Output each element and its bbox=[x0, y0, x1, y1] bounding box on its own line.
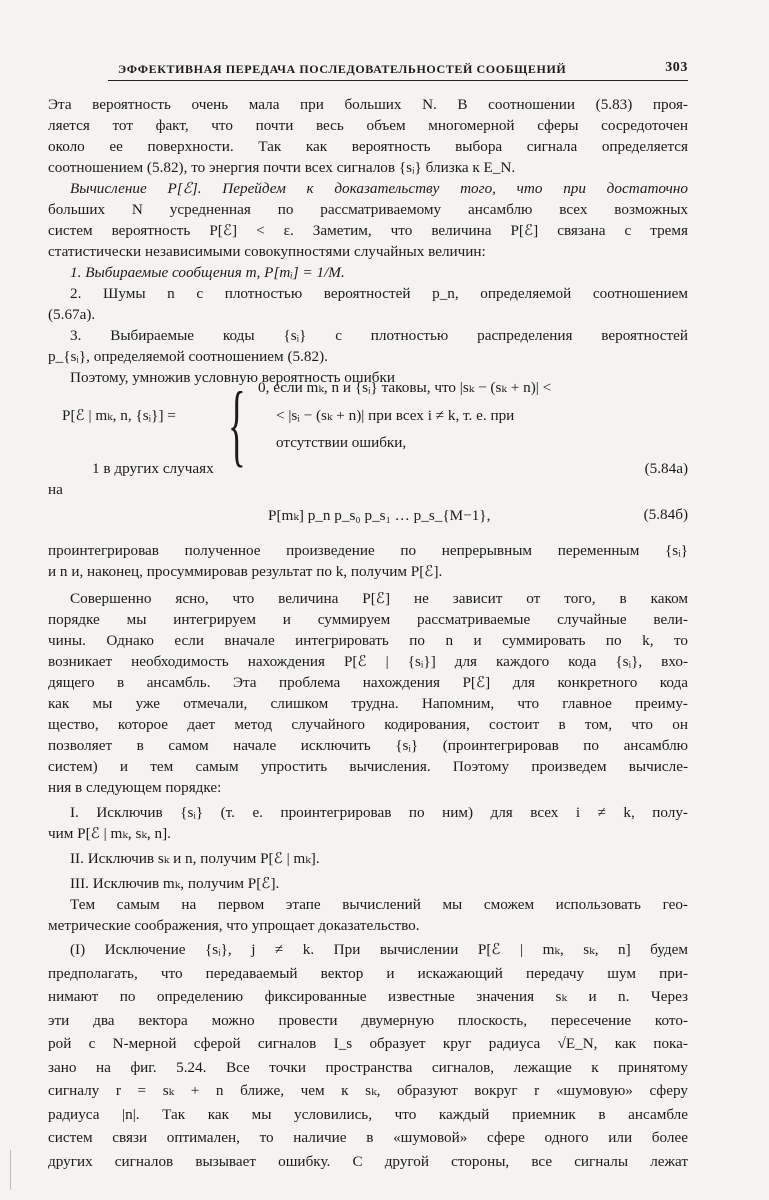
text-line: зано на фиг. 5.24. Все точки пространства сигналов, лежащие к принятому bbox=[48, 1058, 688, 1076]
text-na: на bbox=[48, 481, 63, 498]
text-line: Поэтому, умножив условную вероятность ошибки bbox=[70, 369, 395, 386]
running-title: ЭФФЕКТИВНАЯ ПЕРЕДАЧА ПОСЛЕДОВАТЕЛЬНОСТЕЙ СООБЩЕНИЙ bbox=[118, 62, 567, 76]
intro-paragraph bbox=[48, 94, 688, 178]
list-item: 2. Шумы n с плотностью вероятностей p_n, определяемой соотношением bbox=[70, 285, 688, 302]
scan-edge-mark bbox=[10, 1150, 11, 1190]
equation-number: (5.84б) bbox=[643, 506, 688, 523]
text-line: щество, которое дает метод случайного кодирования, состоит в том, что он bbox=[48, 716, 688, 733]
step-item: чим P[ℰ | mₖ, sₖ, n]. bbox=[48, 825, 171, 842]
text-line: метрические соображения, что упрощает доказательство. bbox=[48, 917, 420, 934]
left-brace: { bbox=[228, 373, 246, 475]
text-line: рой с N-мерной сферой сигналов I_s образует круг радиуса √E_N, как пока- bbox=[48, 1035, 688, 1052]
page-number: 303 bbox=[665, 60, 688, 75]
text-line: соотношением (5.82), то энергия почти всех сигналов {sᵢ} близка к E_N. bbox=[48, 159, 516, 176]
text-line: Вычисление P[ℰ]. Перейдем к доказательству того, что при достаточно bbox=[70, 180, 688, 197]
calc-paragraph bbox=[48, 178, 688, 262]
formula-product: P[mₖ] p_n p_s₀ p_s₁ … p_s_{M−1}, bbox=[268, 507, 491, 524]
after-formula-paragraph bbox=[48, 540, 688, 582]
list-item: (5.67а). bbox=[48, 306, 96, 323]
text-line: около ее поверхности. Так как вероятность выбора сигнала определяется bbox=[48, 138, 688, 155]
text-line: радиуса |n|. Так как мы условились, что каждый приемник в ансамбле bbox=[48, 1105, 688, 1123]
text-line: и n и, наконец, просуммировав результат по k, получим P[ℰ]. bbox=[48, 563, 443, 580]
text-line: систем вероятность P[ℰ] < ε. Заметим, что величина P[ℰ] связана с тремя bbox=[48, 222, 688, 239]
formula-case-line: 0, если mₖ, n и {sᵢ} таковы, что |sₖ − (sₖ + n)| < bbox=[258, 379, 552, 396]
text-line: ния в следующем порядке: bbox=[48, 779, 222, 796]
list-item: 3. Выбираемые коды {sᵢ} с плотностью распределения вероятностей bbox=[70, 327, 688, 344]
text-line: позволяет в самом начале исключить {sᵢ} (проинтегрировав по ансамблю bbox=[48, 737, 688, 754]
geometry-paragraph bbox=[48, 894, 688, 936]
running-header bbox=[108, 60, 688, 81]
text-line: предполагать, что передаваемый вектор и искажающий передачу шум при- bbox=[48, 964, 688, 982]
text-line: дящего в ансамбль. Эта проблема нахождения P[ℰ] для конкретного кода bbox=[48, 674, 688, 691]
list-item: 1. Выбираемые сообщения m, P[mᵢ] = 1/M. bbox=[70, 264, 345, 281]
text-line: порядке мы интегрируем и суммируем рассматриваемые случайные вели- bbox=[48, 611, 688, 628]
variables-list bbox=[48, 262, 688, 388]
text-line: ляется тот факт, что почти весь объем многомерной сферы сосредоточен bbox=[48, 117, 688, 134]
text-line: чины. Однако если вначале интегрировать по n и суммировать по k, то bbox=[48, 632, 688, 649]
text-line: проинтегрировав полученное произведение по непрерывным переменным {sᵢ} bbox=[48, 542, 688, 559]
step-item: I. Исключив {sᵢ} (т. е. проинтегрировав по ним) для всех i ≠ k, полу- bbox=[70, 804, 688, 821]
text-line: Тем самым на первом этапе вычислений мы сможем использовать гео- bbox=[70, 896, 688, 913]
formula-case-line: отсутствии ошибки, bbox=[276, 434, 407, 451]
text-line: больших N усредненная по рассматриваемому ансамблю всех возможных bbox=[48, 201, 688, 218]
steps-list bbox=[48, 802, 688, 894]
text-line: Совершенно ясно, что величина P[ℰ] не зависит от того, в каком bbox=[70, 590, 688, 607]
text-line: возникает необходимость нахождения P[ℰ | {sᵢ}] для каждого кода {sᵢ}, вхо- bbox=[48, 653, 688, 670]
exclusion-paragraph bbox=[48, 938, 688, 1173]
list-item: p_{sᵢ}, определяемой соотношением (5.82). bbox=[48, 348, 328, 365]
text-line: Эта вероятность очень мала при больших N. В соотношении (5.83) проя- bbox=[48, 96, 688, 113]
text-line: сигналу r = sₖ + n ближе, чем к sₖ, образуют вокруг r «шумовую» сферу bbox=[48, 1082, 688, 1099]
text-line: (I) Исключение {sᵢ}, j ≠ k. При вычислении P[ℰ | mₖ, sₖ, n] будем bbox=[70, 941, 688, 958]
text-line: статистически независимыми совокупностями случайных величин: bbox=[48, 243, 486, 260]
step-item: III. Исключив mₖ, получим P[ℰ]. bbox=[70, 875, 280, 892]
step-item: II. Исключив sₖ и n, получим P[ℰ | mₖ]. bbox=[70, 850, 320, 867]
text-line: систем) и тем самым упростить вычисления. Поэтому произведем вычисле- bbox=[48, 758, 688, 775]
order-paragraph bbox=[48, 588, 688, 798]
equation-number: (5.84а) bbox=[644, 460, 688, 477]
formula-case-line: < |sᵢ − (sₖ + n)| при всех i ≠ k, т. е. при bbox=[276, 407, 515, 424]
formula-lhs: P[ℰ | mₖ, n, {sᵢ}] = bbox=[62, 407, 176, 424]
text-line: других сигналов вызывает ошибку. С другой стороны, все сигналы лежат bbox=[48, 1152, 688, 1170]
formula-case-line: 1 в других случаях bbox=[92, 460, 214, 477]
text-line: нимают по определению фиксированные известные значения sₖ и n. Через bbox=[48, 988, 688, 1005]
text-line: систем связи оптимален, то наличие в «шумовой» сфере одного или более bbox=[48, 1129, 688, 1146]
text-line: эти два вектора можно провести двумерную плоскость, пересечение кото- bbox=[48, 1011, 688, 1029]
text-line: как мы уже отмечали, слишком трудна. Напомним, что главное преиму- bbox=[48, 695, 688, 712]
